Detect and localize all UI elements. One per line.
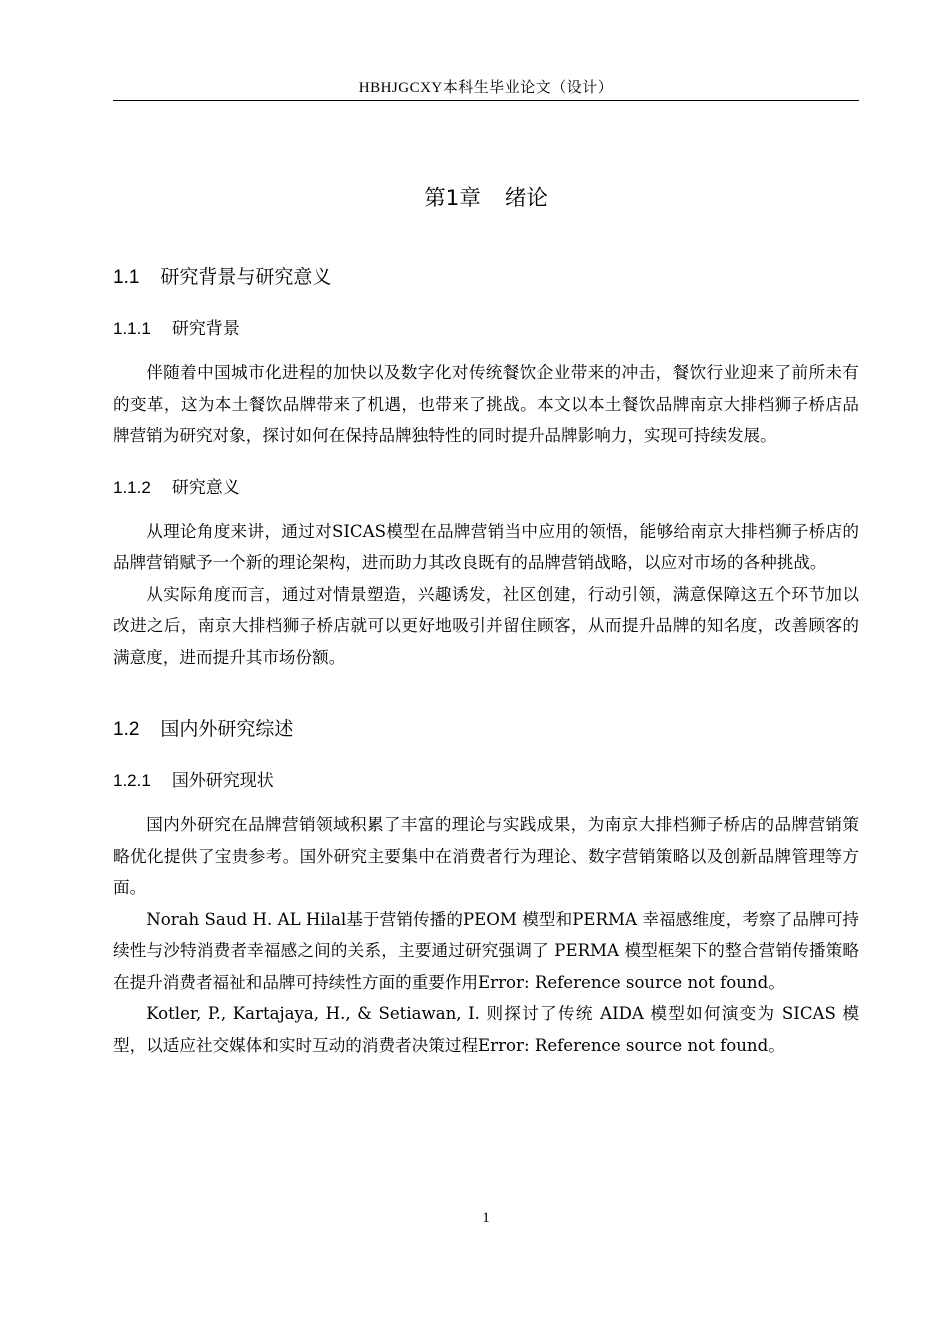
header-rule bbox=[113, 100, 859, 101]
page-number: 1 bbox=[482, 1210, 490, 1226]
section-heading bbox=[113, 714, 859, 745]
section-number: 1.1 bbox=[113, 267, 140, 288]
paragraph: 从实际角度而言，通过对情景塑造，兴趣诱发，社区创建，行动引领，满意保障这五个环节加以改进之后，南京大排档狮子桥店就可以更好地吸引并留住顾客，从而提升品牌的知名度，改善顾客的满意度，进而提升其市场份额。 bbox=[113, 584, 859, 667]
paragraph: Kotler, P., Kartajaya, H., & Setiawan, I. 则探讨了传统 AIDA 模型如何演变为 SICAS 模型，以适应社交媒体和实时互动的消费者决策过程Error: Reference source not found。 bbox=[113, 1004, 859, 1055]
section-title: 国内外研究综述 bbox=[160, 718, 294, 740]
subsection-number: 1.2.1 bbox=[113, 771, 151, 790]
page-header: HBHJGCXY本科生毕业论文（设计） bbox=[358, 80, 614, 96]
subsection-title: 研究背景 bbox=[171, 319, 240, 339]
paragraph: 从理论角度来讲，通过对SICAS模型在品牌营销当中应用的领悟，能够给南京大排档狮子桥店的品牌营销赋予一个新的理论架构，进而助力其改良既有的品牌营销战略，以应对市场的各种挑战。 bbox=[113, 521, 859, 572]
paragraph: Norah Saud H. AL Hilal基于营销传播的PEOM 模型和PERMA 幸福感维度，考察了品牌可持续性与沙特消费者幸福感之间的关系，主要通过研究强调了 PERMA 模型框架下的整合营销传播策略在提升消费者福祉和品牌可持续性方面的重要作用Error: Reference source not found。 bbox=[113, 909, 859, 992]
section-heading bbox=[113, 262, 859, 293]
subsection-number: 1.1.1 bbox=[113, 319, 151, 338]
chapter-number: 第1章 bbox=[424, 186, 481, 211]
subsection-title: 研究意义 bbox=[171, 477, 240, 498]
chapter-name: 绪论 bbox=[504, 186, 548, 211]
section-number: 1.2 bbox=[113, 719, 140, 740]
chapter-title bbox=[113, 182, 859, 216]
section-title: 研究背景与研究意义 bbox=[160, 266, 332, 288]
paragraph: 伴随着中国城市化进程的加快以及数字化对传统餐饮企业带来的冲击，餐饮行业迎来了前所未有的变革，这为本土餐饮品牌带来了机遇，也带来了挑战。本文以本土餐饮品牌南京大排档狮子桥店品牌营销为研究对象，探讨如何在保持品牌独特性的同时提升品牌影响力，实现可持续发展。 bbox=[113, 363, 859, 445]
subsection-title: 国外研究现状 bbox=[171, 771, 274, 791]
subsection-number: 1.1.2 bbox=[113, 477, 151, 497]
document-body bbox=[113, 170, 859, 1061]
subsection-heading bbox=[113, 315, 859, 343]
subsection-heading bbox=[113, 474, 859, 502]
subsection-heading bbox=[113, 767, 859, 795]
paragraph: 国内外研究在品牌营销领域积累了丰富的理论与实践成果，为南京大排档狮子桥店的品牌营销策略优化提供了宝贵参考。国外研究主要集中在消费者行为理论、数字营销策略以及创新品牌管理等方面。 bbox=[113, 815, 859, 897]
